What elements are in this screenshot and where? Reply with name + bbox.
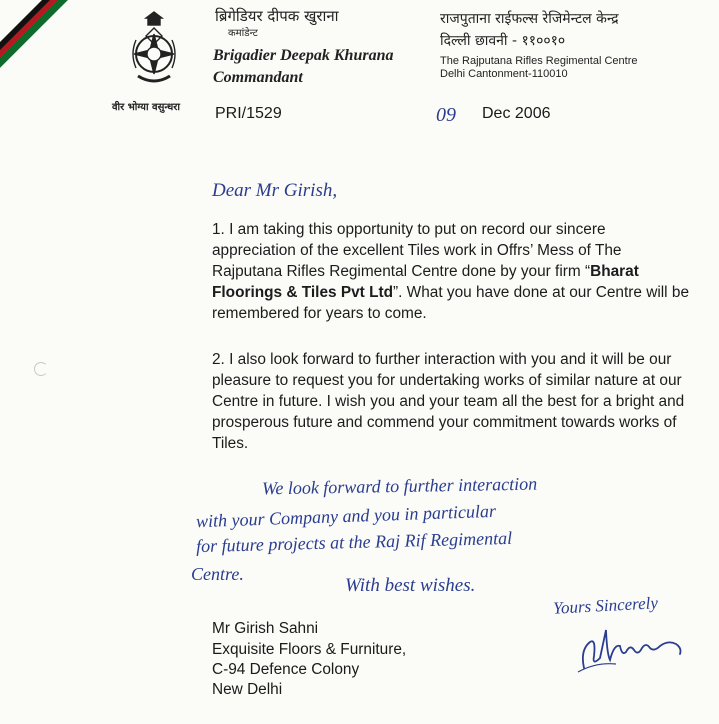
address-english-line2: Delhi Cantonment-110010 (440, 68, 568, 80)
commandant-name-hindi: ब्रिगेडियर दीपक खुराना (215, 7, 339, 25)
recipient-address: C-94 Defence Colony (212, 661, 360, 678)
handwritten-note-line4: Centre. (191, 564, 244, 584)
address-hindi-line2: दिल्ली छावनी - ११००१० (440, 33, 566, 49)
address-hindi-line1: राजपुताना राईफल्स रेजिमेन्टल केन्द्र (440, 11, 619, 27)
handwritten-closing: With best wishes. (345, 575, 476, 596)
salutation: Dear Mr Girish, (212, 180, 338, 201)
handwritten-signature (576, 620, 691, 675)
address-english-line1: The Rajputana Rifles Regimental Centre (440, 55, 638, 67)
paragraph-1-text-b: ”. What you have done at our Centre will be remembered for years to come. (212, 284, 689, 322)
handwritten-sign-off: Yours Sincerely (552, 593, 659, 618)
commandant-designation-hindi: कमांडेन्ट (228, 28, 258, 39)
date-day-handwritten: 09 (436, 104, 456, 126)
flag-stripe-green (0, 0, 106, 103)
regimental-crest-icon (124, 10, 184, 94)
date-month-year: Dec 2006 (482, 105, 551, 122)
punch-hole-mark (34, 362, 48, 376)
recipient-company: Exquisite Floors & Furniture, (212, 641, 407, 658)
recipient-city: New Delhi (212, 681, 283, 698)
recipient-name: Mr Girish Sahni (212, 620, 319, 637)
paragraph-1 (212, 219, 692, 324)
handwritten-note-line3: for future projects at the Raj Rif Regimental (195, 527, 513, 557)
paragraph-2: 2. I also look forward to further interaction with you and it will be our pleasure to request you for undertaking works of similar nature at our Centre in future. I wish you and your team all the best for a bright and prosperous future and commend your commitment towards works of Tiles. (212, 351, 685, 452)
commandant-designation: Commandant (213, 69, 303, 86)
reference-number: PRI/1529 (215, 105, 282, 122)
handwritten-note-line2: with your Company and you in particular (195, 500, 497, 532)
commandant-name: Brigadier Deepak Khurana (213, 47, 394, 64)
paragraph-1-text-a: 1. I am taking this opportunity to put on record our sincere appreciation of the excellent Tiles work in Offrs’ Mess of The Rajputana Rifles Regimental Centre done by your firm “ (212, 221, 622, 280)
motto: वीर भोग्या वसुन्धरा (112, 102, 180, 113)
company-name-bold: Bharat Floorings & Tiles Pvt Ltd (212, 263, 639, 301)
handwritten-note-line1: We look forward to further interaction (261, 473, 538, 499)
